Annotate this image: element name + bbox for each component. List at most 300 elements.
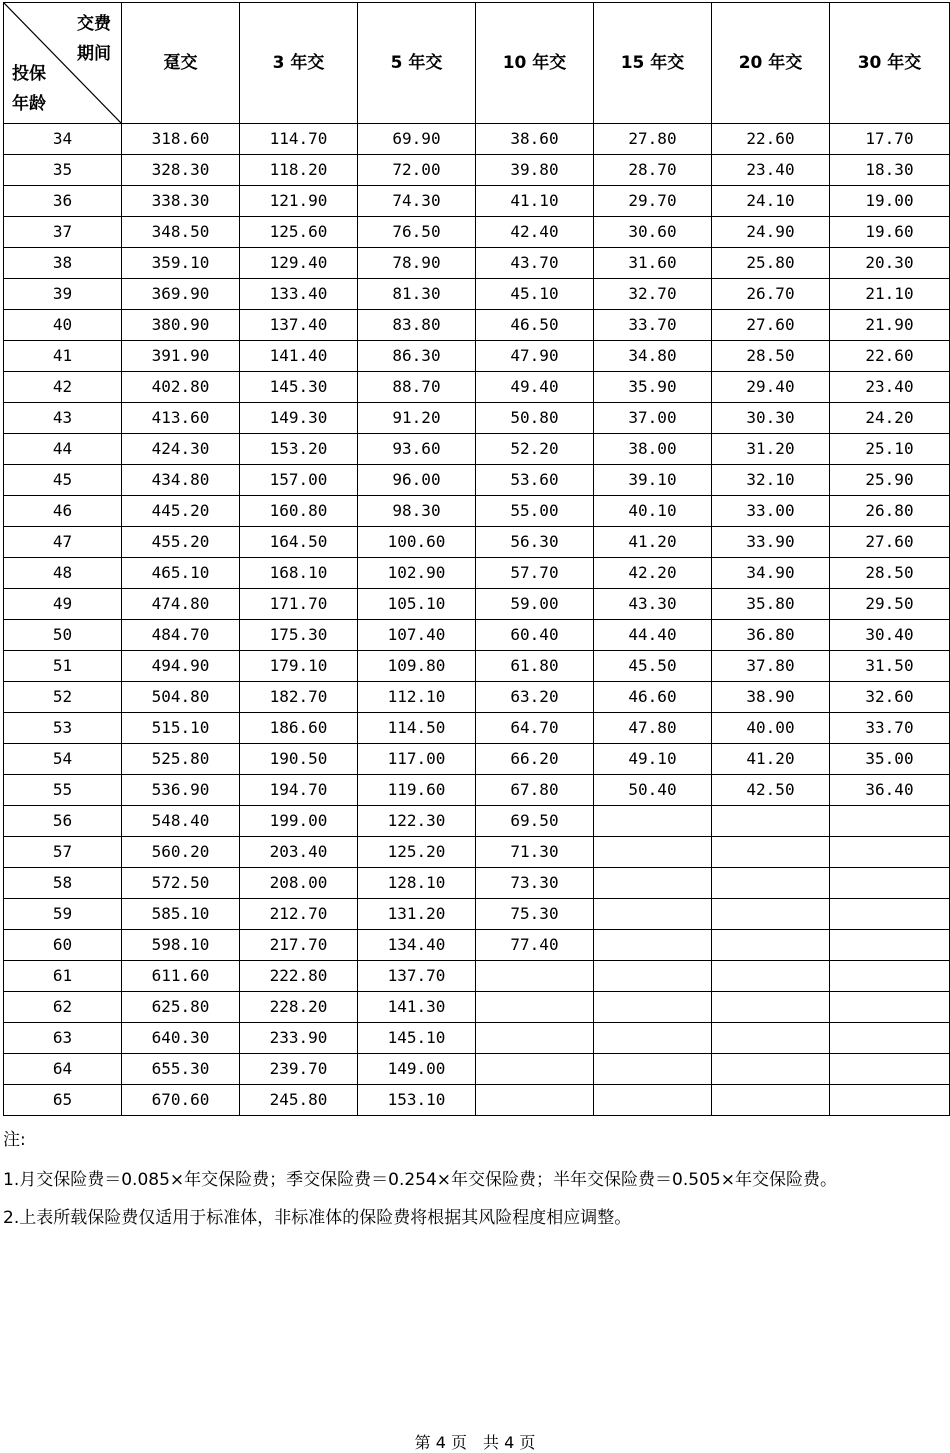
- premium-cell: 44.40: [594, 620, 712, 651]
- premium-cell: 141.40: [240, 341, 358, 372]
- premium-cell: 145.10: [358, 1023, 476, 1054]
- age-cell: 51: [4, 651, 122, 682]
- premium-cell: [476, 1023, 594, 1054]
- premium-cell: 31.20: [712, 434, 830, 465]
- premium-cell: 153.10: [358, 1085, 476, 1116]
- premium-cell: 199.00: [240, 806, 358, 837]
- premium-cell: 42.40: [476, 217, 594, 248]
- insured-age-label: 投保 年龄: [12, 64, 46, 114]
- table-row: [4, 899, 950, 930]
- table-row: [4, 1054, 950, 1085]
- premium-cell: 40.00: [712, 713, 830, 744]
- premium-cell: 39.80: [476, 155, 594, 186]
- premium-cell: 41.20: [712, 744, 830, 775]
- premium-cell: 29.70: [594, 186, 712, 217]
- premium-cell: 484.70: [122, 620, 240, 651]
- premium-cell: [830, 806, 950, 837]
- premium-rate-table: [3, 2, 950, 1116]
- premium-cell: 338.30: [122, 186, 240, 217]
- premium-cell: [594, 1085, 712, 1116]
- premium-cell: 69.90: [358, 124, 476, 155]
- premium-cell: 59.00: [476, 589, 594, 620]
- column-header: 15 年交: [594, 3, 712, 124]
- premium-cell: [712, 961, 830, 992]
- premium-cell: 31.50: [830, 651, 950, 682]
- premium-cell: 49.10: [594, 744, 712, 775]
- premium-cell: 25.80: [712, 248, 830, 279]
- premium-cell: [830, 1023, 950, 1054]
- premium-cell: [830, 992, 950, 1023]
- premium-cell: [594, 837, 712, 868]
- premium-cell: 149.30: [240, 403, 358, 434]
- premium-cell: 233.90: [240, 1023, 358, 1054]
- table-row: [4, 124, 950, 155]
- premium-cell: [594, 961, 712, 992]
- premium-cell: 109.80: [358, 651, 476, 682]
- premium-cell: 67.80: [476, 775, 594, 806]
- table-row: [4, 465, 950, 496]
- premium-cell: 33.70: [594, 310, 712, 341]
- premium-cell: 24.10: [712, 186, 830, 217]
- premium-cell: 74.30: [358, 186, 476, 217]
- premium-cell: 46.60: [594, 682, 712, 713]
- premium-cell: 424.30: [122, 434, 240, 465]
- premium-cell: 53.60: [476, 465, 594, 496]
- premium-cell: 190.50: [240, 744, 358, 775]
- premium-cell: [594, 930, 712, 961]
- premium-cell: 83.80: [358, 310, 476, 341]
- premium-cell: 119.60: [358, 775, 476, 806]
- age-cell: 49: [4, 589, 122, 620]
- age-cell: 48: [4, 558, 122, 589]
- premium-cell: 504.80: [122, 682, 240, 713]
- premium-cell: 93.60: [358, 434, 476, 465]
- premium-cell: 128.10: [358, 868, 476, 899]
- premium-cell: 35.90: [594, 372, 712, 403]
- premium-cell: 217.70: [240, 930, 358, 961]
- premium-cell: 86.30: [358, 341, 476, 372]
- premium-cell: [830, 1054, 950, 1085]
- premium-cell: 164.50: [240, 527, 358, 558]
- premium-cell: 36.40: [830, 775, 950, 806]
- premium-cell: 38.60: [476, 124, 594, 155]
- premium-cell: [594, 899, 712, 930]
- premium-cell: 24.90: [712, 217, 830, 248]
- age-cell: 60: [4, 930, 122, 961]
- premium-cell: 168.10: [240, 558, 358, 589]
- premium-cell: 71.30: [476, 837, 594, 868]
- premium-cell: 27.60: [830, 527, 950, 558]
- premium-cell: [712, 899, 830, 930]
- premium-cell: 171.70: [240, 589, 358, 620]
- premium-cell: [712, 992, 830, 1023]
- premium-cell: 56.30: [476, 527, 594, 558]
- premium-cell: 52.20: [476, 434, 594, 465]
- premium-cell: 47.80: [594, 713, 712, 744]
- age-cell: 37: [4, 217, 122, 248]
- premium-cell: [594, 992, 712, 1023]
- premium-cell: 107.40: [358, 620, 476, 651]
- premium-cell: 31.60: [594, 248, 712, 279]
- premium-cell: 27.80: [594, 124, 712, 155]
- premium-cell: [830, 930, 950, 961]
- table-header-row: [4, 3, 950, 124]
- premium-cell: 525.80: [122, 744, 240, 775]
- premium-cell: 33.70: [830, 713, 950, 744]
- premium-cell: 105.10: [358, 589, 476, 620]
- premium-cell: [830, 899, 950, 930]
- premium-cell: 380.90: [122, 310, 240, 341]
- premium-cell: 348.50: [122, 217, 240, 248]
- premium-cell: [594, 806, 712, 837]
- age-cell: 35: [4, 155, 122, 186]
- age-cell: 50: [4, 620, 122, 651]
- premium-cell: 63.20: [476, 682, 594, 713]
- premium-cell: 434.80: [122, 465, 240, 496]
- premium-cell: 66.20: [476, 744, 594, 775]
- age-cell: 46: [4, 496, 122, 527]
- premium-cell: 41.20: [594, 527, 712, 558]
- premium-cell: [594, 1054, 712, 1085]
- table-row: [4, 248, 950, 279]
- premium-cell: 28.50: [712, 341, 830, 372]
- premium-cell: 29.40: [712, 372, 830, 403]
- premium-cell: 69.50: [476, 806, 594, 837]
- note-item: 1.月交保险费＝0.085×年交保险费；季交保险费＝0.254×年交保险费；半年交保险费＝0.505×年交保险费。: [3, 1170, 837, 1190]
- premium-cell: 133.40: [240, 279, 358, 310]
- premium-cell: 23.40: [712, 155, 830, 186]
- premium-cell: 26.70: [712, 279, 830, 310]
- column-header: 3 年交: [240, 3, 358, 124]
- premium-cell: 598.10: [122, 930, 240, 961]
- premium-cell: 37.00: [594, 403, 712, 434]
- premium-cell: 122.30: [358, 806, 476, 837]
- premium-cell: 402.80: [122, 372, 240, 403]
- premium-cell: 88.70: [358, 372, 476, 403]
- premium-cell: 22.60: [712, 124, 830, 155]
- table-row: [4, 279, 950, 310]
- premium-cell: [712, 868, 830, 899]
- premium-cell: 35.80: [712, 589, 830, 620]
- premium-cell: 228.20: [240, 992, 358, 1023]
- premium-cell: 625.80: [122, 992, 240, 1023]
- table-row: [4, 341, 950, 372]
- table-row: [4, 155, 950, 186]
- table-row: [4, 744, 950, 775]
- premium-cell: 611.60: [122, 961, 240, 992]
- table-row: [4, 527, 950, 558]
- premium-cell: 515.10: [122, 713, 240, 744]
- age-cell: 34: [4, 124, 122, 155]
- age-cell: 54: [4, 744, 122, 775]
- premium-cell: 34.80: [594, 341, 712, 372]
- age-cell: 61: [4, 961, 122, 992]
- age-cell: 47: [4, 527, 122, 558]
- premium-cell: 50.40: [594, 775, 712, 806]
- age-cell: 45: [4, 465, 122, 496]
- table-row: [4, 310, 950, 341]
- premium-cell: 27.60: [712, 310, 830, 341]
- premium-cell: 33.00: [712, 496, 830, 527]
- premium-cell: 445.20: [122, 496, 240, 527]
- premium-cell: 121.90: [240, 186, 358, 217]
- premium-cell: 21.90: [830, 310, 950, 341]
- premium-cell: 239.70: [240, 1054, 358, 1085]
- table-row: [4, 992, 950, 1023]
- premium-cell: 131.20: [358, 899, 476, 930]
- premium-cell: 24.20: [830, 403, 950, 434]
- premium-cell: 186.60: [240, 713, 358, 744]
- age-cell: 58: [4, 868, 122, 899]
- premium-cell: 30.30: [712, 403, 830, 434]
- premium-cell: 60.40: [476, 620, 594, 651]
- age-cell: 38: [4, 248, 122, 279]
- premium-cell: 49.40: [476, 372, 594, 403]
- table-row: [4, 186, 950, 217]
- premium-cell: 129.40: [240, 248, 358, 279]
- premium-cell: 117.00: [358, 744, 476, 775]
- notes-section: [3, 1126, 943, 1232]
- premium-cell: 34.90: [712, 558, 830, 589]
- column-header: 趸交: [122, 3, 240, 124]
- table-row: [4, 1023, 950, 1054]
- premium-cell: 100.60: [358, 527, 476, 558]
- premium-cell: 359.10: [122, 248, 240, 279]
- premium-cell: 77.40: [476, 930, 594, 961]
- age-cell: 55: [4, 775, 122, 806]
- premium-cell: 43.70: [476, 248, 594, 279]
- premium-cell: [830, 961, 950, 992]
- premium-cell: 42.50: [712, 775, 830, 806]
- premium-cell: [712, 837, 830, 868]
- notes-heading: 注:: [3, 1130, 26, 1150]
- premium-cell: [594, 1023, 712, 1054]
- table-row: [4, 868, 950, 899]
- premium-cell: 61.80: [476, 651, 594, 682]
- premium-cell: [712, 806, 830, 837]
- premium-cell: 19.60: [830, 217, 950, 248]
- premium-cell: 19.00: [830, 186, 950, 217]
- premium-cell: 125.60: [240, 217, 358, 248]
- age-cell: 56: [4, 806, 122, 837]
- premium-cell: 29.50: [830, 589, 950, 620]
- premium-cell: 18.30: [830, 155, 950, 186]
- table-row: [4, 589, 950, 620]
- premium-cell: 536.90: [122, 775, 240, 806]
- premium-cell: 413.60: [122, 403, 240, 434]
- premium-cell: [476, 1085, 594, 1116]
- premium-cell: 153.20: [240, 434, 358, 465]
- premium-cell: 33.90: [712, 527, 830, 558]
- premium-cell: 455.20: [122, 527, 240, 558]
- premium-cell: 141.30: [358, 992, 476, 1023]
- premium-cell: [830, 1085, 950, 1116]
- premium-cell: 98.30: [358, 496, 476, 527]
- table-row: [4, 496, 950, 527]
- premium-cell: 55.00: [476, 496, 594, 527]
- premium-cell: 40.10: [594, 496, 712, 527]
- premium-cell: 175.30: [240, 620, 358, 651]
- page-footer: 第 4 页 共 4 页: [414, 1433, 536, 1452]
- premium-cell: 134.40: [358, 930, 476, 961]
- column-header: 30 年交: [830, 3, 950, 124]
- table-row: [4, 217, 950, 248]
- age-cell: 57: [4, 837, 122, 868]
- premium-cell: 81.30: [358, 279, 476, 310]
- premium-cell: 125.20: [358, 837, 476, 868]
- premium-cell: 222.80: [240, 961, 358, 992]
- premium-cell: 96.00: [358, 465, 476, 496]
- age-cell: 39: [4, 279, 122, 310]
- age-cell: 52: [4, 682, 122, 713]
- table-row: [4, 1085, 950, 1116]
- table-row: [4, 403, 950, 434]
- premium-cell: 212.70: [240, 899, 358, 930]
- premium-cell: 38.90: [712, 682, 830, 713]
- premium-cell: 30.40: [830, 620, 950, 651]
- premium-cell: 112.10: [358, 682, 476, 713]
- premium-cell: 46.50: [476, 310, 594, 341]
- age-cell: 36: [4, 186, 122, 217]
- table-body: [4, 124, 950, 1116]
- premium-cell: 42.20: [594, 558, 712, 589]
- premium-cell: 118.20: [240, 155, 358, 186]
- premium-cell: 655.30: [122, 1054, 240, 1085]
- table-row: [4, 713, 950, 744]
- premium-cell: 208.00: [240, 868, 358, 899]
- premium-cell: 494.90: [122, 651, 240, 682]
- premium-cell: 25.10: [830, 434, 950, 465]
- premium-cell: 369.90: [122, 279, 240, 310]
- premium-cell: [712, 1085, 830, 1116]
- premium-cell: 137.40: [240, 310, 358, 341]
- table-row: [4, 558, 950, 589]
- age-cell: 64: [4, 1054, 122, 1085]
- age-cell: 44: [4, 434, 122, 465]
- table-row: [4, 806, 950, 837]
- premium-cell: [712, 1054, 830, 1085]
- table-row: [4, 434, 950, 465]
- premium-cell: 137.70: [358, 961, 476, 992]
- corner-header-cell: [4, 3, 122, 124]
- premium-cell: 72.00: [358, 155, 476, 186]
- table-row: [4, 837, 950, 868]
- premium-cell: 37.80: [712, 651, 830, 682]
- premium-cell: 157.00: [240, 465, 358, 496]
- premium-cell: [712, 930, 830, 961]
- premium-cell: 391.90: [122, 341, 240, 372]
- premium-cell: 17.70: [830, 124, 950, 155]
- age-cell: 53: [4, 713, 122, 744]
- column-header: 20 年交: [712, 3, 830, 124]
- note-item: 2.上表所载保险费仅适用于标准体，非标准体的保险费将根据其风险程度相应调整。: [3, 1208, 632, 1228]
- premium-cell: 102.90: [358, 558, 476, 589]
- premium-cell: 41.10: [476, 186, 594, 217]
- premium-cell: 64.70: [476, 713, 594, 744]
- premium-cell: 45.50: [594, 651, 712, 682]
- premium-cell: 560.20: [122, 837, 240, 868]
- premium-cell: 328.30: [122, 155, 240, 186]
- premium-cell: 585.10: [122, 899, 240, 930]
- premium-cell: 114.70: [240, 124, 358, 155]
- premium-cell: 26.80: [830, 496, 950, 527]
- premium-cell: 548.40: [122, 806, 240, 837]
- premium-cell: 21.10: [830, 279, 950, 310]
- premium-cell: 38.00: [594, 434, 712, 465]
- premium-cell: 20.30: [830, 248, 950, 279]
- premium-cell: 474.80: [122, 589, 240, 620]
- table-row: [4, 620, 950, 651]
- premium-cell: 23.40: [830, 372, 950, 403]
- premium-cell: 32.10: [712, 465, 830, 496]
- premium-cell: 50.80: [476, 403, 594, 434]
- premium-cell: 145.30: [240, 372, 358, 403]
- premium-cell: 43.30: [594, 589, 712, 620]
- premium-cell: 91.20: [358, 403, 476, 434]
- age-cell: 40: [4, 310, 122, 341]
- payment-period-label: 交费 期间: [77, 14, 111, 64]
- premium-cell: 179.10: [240, 651, 358, 682]
- table-row: [4, 651, 950, 682]
- age-cell: 63: [4, 1023, 122, 1054]
- premium-cell: 36.80: [712, 620, 830, 651]
- premium-cell: 32.60: [830, 682, 950, 713]
- premium-cell: 28.50: [830, 558, 950, 589]
- premium-cell: [476, 1054, 594, 1085]
- premium-cell: 47.90: [476, 341, 594, 372]
- premium-cell: 318.60: [122, 124, 240, 155]
- table-row: [4, 682, 950, 713]
- premium-cell: 75.30: [476, 899, 594, 930]
- table-row: [4, 775, 950, 806]
- table-row: [4, 930, 950, 961]
- table-row: [4, 961, 950, 992]
- age-cell: 43: [4, 403, 122, 434]
- premium-cell: 57.70: [476, 558, 594, 589]
- premium-cell: [830, 868, 950, 899]
- premium-cell: 30.60: [594, 217, 712, 248]
- age-cell: 65: [4, 1085, 122, 1116]
- premium-cell: 182.70: [240, 682, 358, 713]
- premium-cell: 22.60: [830, 341, 950, 372]
- premium-cell: [594, 868, 712, 899]
- premium-cell: 78.90: [358, 248, 476, 279]
- premium-cell: 465.10: [122, 558, 240, 589]
- premium-cell: 572.50: [122, 868, 240, 899]
- column-header: 5 年交: [358, 3, 476, 124]
- premium-cell: 32.70: [594, 279, 712, 310]
- premium-cell: 203.40: [240, 837, 358, 868]
- age-cell: 59: [4, 899, 122, 930]
- premium-cell: 149.00: [358, 1054, 476, 1085]
- premium-cell: 28.70: [594, 155, 712, 186]
- premium-cell: [476, 992, 594, 1023]
- premium-cell: 25.90: [830, 465, 950, 496]
- premium-cell: 35.00: [830, 744, 950, 775]
- premium-cell: [476, 961, 594, 992]
- premium-cell: 45.10: [476, 279, 594, 310]
- premium-cell: 114.50: [358, 713, 476, 744]
- premium-cell: 76.50: [358, 217, 476, 248]
- age-cell: 41: [4, 341, 122, 372]
- table-row: [4, 372, 950, 403]
- premium-cell: 245.80: [240, 1085, 358, 1116]
- premium-cell: [712, 1023, 830, 1054]
- age-cell: 42: [4, 372, 122, 403]
- premium-cell: [830, 837, 950, 868]
- premium-cell: 160.80: [240, 496, 358, 527]
- age-cell: 62: [4, 992, 122, 1023]
